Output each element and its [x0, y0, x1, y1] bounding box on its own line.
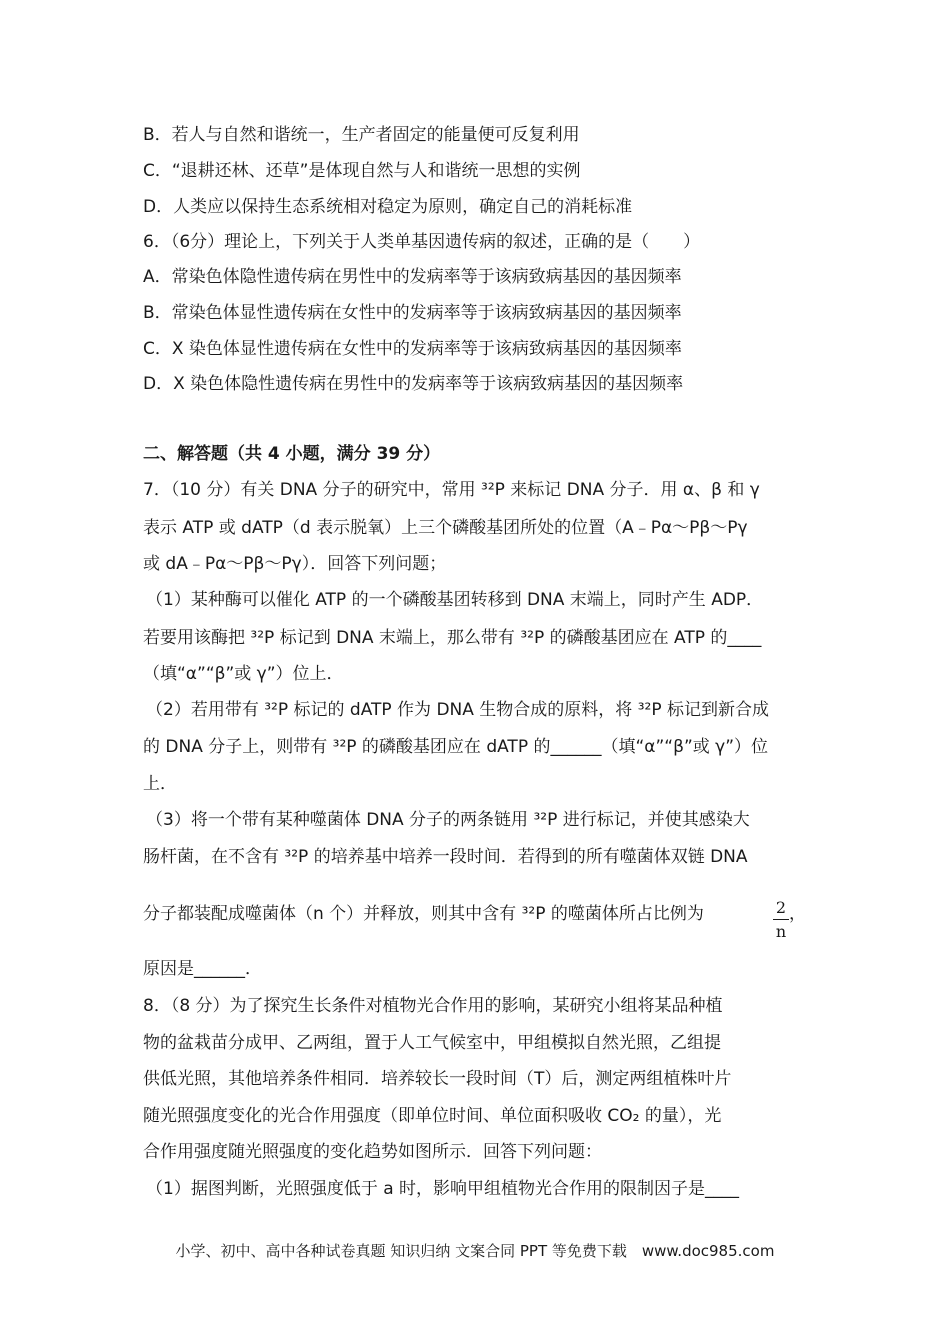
option-6a: A．常染色体隐性遗传病在男性中的发病率等于该病致病基因的基因频率 — [143, 267, 682, 287]
question-7-line-3: 或 dA﹣Pα～Pβ～Pγ）．回答下列问题； — [143, 554, 447, 574]
option-6c: C．X 染色体显性遗传病在女性中的发病率等于该病致病基因的基因频率 — [143, 339, 682, 359]
q7-sub1-line-1: （1）某种酶可以催化 ATP 的一个磷酸基团转移到 DNA 末端上，同时产生 ADP． — [146, 590, 764, 610]
page-footer: 小学、初中、高中各种试卷真题 知识归纳 文案合同 PPT 等免费下载 www.doc985.com — [175, 1242, 775, 1260]
question-6: 6．（6分）理论上，下列关于人类单基因遗传病的叙述，正确的是（ ） — [143, 232, 701, 252]
question-8-line-4: 随光照强度变化的光合作用强度（即单位时间、单位面积吸收 CO₂ 的量），光 — [143, 1106, 722, 1126]
fraction-numerator: 2 — [775, 898, 787, 917]
q7-sub3-line-3: 分子都装配成噬菌体（n 个）并释放，则其中含有 ³²P 的噬菌体所占比例为 — [143, 904, 704, 924]
question-8-line-3: 供低光照，其他培养条件相同．培养较长一段时间（T）后，测定两组植株叶片 — [143, 1069, 732, 1089]
q7-sub3-line-2: 肠杆菌，在不含有 ³²P 的培养基中培养一段时间．若得到的所有噬菌体双链 DNA — [143, 847, 748, 867]
option-5c: C．“退耕还林、还草”是体现自然与人和谐统一思想的实例 — [143, 161, 581, 181]
question-8-line-5: 合作用强度随光照强度的变化趋势如图所示．回答下列问题： — [143, 1142, 602, 1162]
question-8-line-2: 物的盆栽苗分成甲、乙两组，置于人工气候室中，甲组模拟自然光照，乙组提 — [143, 1033, 721, 1053]
section-heading: 二、解答题（共 4 小题，满分 39 分） — [143, 444, 441, 464]
q7-sub2-line-3: 上． — [143, 774, 177, 794]
option-5d: D．人类应以保持生态系统相对稳定为原则，确定自己的消耗标准 — [143, 197, 633, 217]
q7-sub3-line-4: 原因是______． — [143, 959, 262, 979]
option-6b: B．常染色体显性遗传病在女性中的发病率等于该病致病基因的基因频率 — [143, 303, 682, 323]
q7-sub1-line-2: 若要用该酶把 ³²P 标记到 DNA 末端上，那么带有 ³²P 的磷酸基团应在 ATP 的____ — [143, 628, 762, 648]
q8-sub1-line-1: （1）据图判断，光照强度低于 a 时，影响甲组植物光合作用的限制因子是____ — [146, 1179, 740, 1199]
question-7-line-2: 表示 ATP 或 dATP（d 表示脱氧）上三个磷酸基团所处的位置（A﹣Pα～Pβ～Pγ — [143, 518, 748, 538]
fraction-tail-comma: ， — [789, 904, 806, 924]
question-7-line-1: 7．（10 分）有关 DNA 分子的研究中，常用 ³²P 来标记 DNA 分子．用 α、β 和 γ — [143, 480, 760, 500]
question-8-line-1: 8．（8 分）为了探究生长条件对植物光合作用的影响，某研究小组将某品种植 — [143, 996, 723, 1016]
fraction-bar — [773, 919, 789, 920]
q7-sub1-line-3: （填“α”“β”或 γ”）位上． — [143, 664, 344, 684]
q7-sub2-line-2: 的 DNA 分子上，则带有 ³²P 的磷酸基团应在 dATP 的______（填“α”“β”或 γ”）位 — [143, 737, 769, 757]
fraction-denominator: n — [775, 922, 787, 941]
option-6d: D．X 染色体隐性遗传病在男性中的发病率等于该病致病基因的基因频率 — [143, 374, 684, 394]
q7-sub2-line-1: （2）若用带有 ³²P 标记的 dATP 作为 DNA 生物合成的原料，将 ³²P 标记到新合成 — [146, 700, 769, 720]
q7-sub3-line-1: （3）将一个带有某种噬菌体 DNA 分子的两条链用 ³²P 进行标记，并使其感染大 — [146, 810, 750, 830]
option-5b: B．若人与自然和谐统一，生产者固定的能量便可反复利用 — [143, 125, 580, 145]
